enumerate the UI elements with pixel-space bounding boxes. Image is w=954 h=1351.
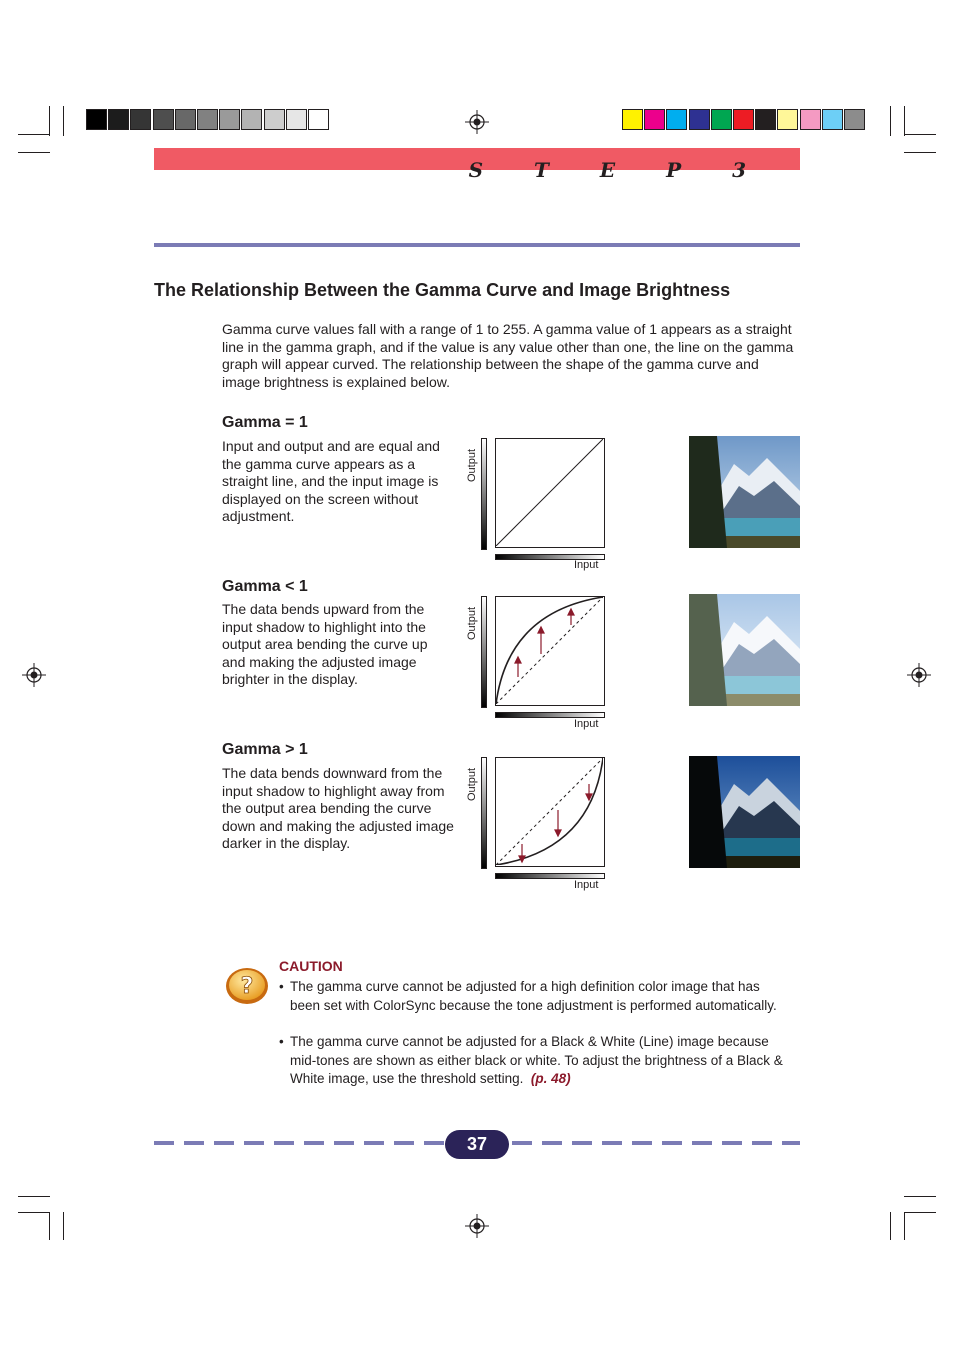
crop-mark [49, 1212, 50, 1240]
crop-mark [904, 1212, 936, 1213]
color-swatch [153, 109, 174, 130]
gamma-graph-brighter [495, 596, 605, 706]
color-swatch [108, 109, 129, 130]
crop-mark [18, 1196, 50, 1197]
step-label: S T E P 3 [468, 158, 768, 182]
output-gradient-bar [481, 438, 487, 550]
crop-mark [904, 152, 936, 153]
landscape-photo-darker [689, 756, 800, 868]
color-swatch [800, 109, 821, 130]
color-swatch [241, 109, 262, 130]
color-swatch [644, 109, 665, 130]
caution-bullet: • The gamma curve cannot be adjusted for a high definition color image that has been set with ColorSync because the tone adjustment is performed automatically. [279, 978, 789, 1015]
crop-mark [890, 106, 891, 136]
input-axis-label: Input [574, 718, 599, 730]
caution-bullet-text: The gamma curve cannot be adjusted for a Black & White (Line) image because mid-tones are shown as either black or white. To adjust the brightness of a Black & White image, use the threshold setting. [290, 1034, 783, 1086]
registration-target-icon [907, 663, 931, 687]
color-swatch [86, 109, 107, 130]
output-axis-label: Output [466, 448, 478, 482]
section-title-gamma-less: Gamma < 1 [222, 578, 308, 595]
color-swatch [308, 109, 329, 130]
crop-mark [904, 1212, 905, 1240]
color-swatch [264, 109, 285, 130]
gamma-graph-linear [495, 438, 605, 548]
color-swatch [197, 109, 218, 130]
page-title: The Relationship Between the Gamma Curve and Image Brightness [154, 280, 731, 300]
intro-paragraph: Gamma curve values fall with a range of 1 to 255. A gamma value of 1 appears as a straight line in the gamma graph, and if the value is any value other than one, the line on the gamma graph will appear curved. The relationship between the shape of the gamma curve and image brightness is explained below. [222, 321, 794, 390]
brighter-curve [496, 597, 603, 704]
section-title-gamma-greater: Gamma > 1 [222, 741, 308, 758]
gamma-graph-darker [495, 757, 605, 867]
color-swatch [286, 109, 307, 130]
input-axis-label: Input [574, 559, 599, 571]
page-number: 37 [445, 1130, 509, 1159]
output-axis-label: Output [466, 606, 478, 640]
registration-target-icon [465, 110, 489, 134]
section-title-gamma-equal: Gamma = 1 [222, 414, 308, 431]
crop-mark [63, 106, 64, 136]
crop-mark [49, 106, 50, 136]
landscape-photo-normal [689, 436, 800, 548]
footer-rule-left [154, 1141, 444, 1145]
crop-mark [904, 134, 936, 135]
crop-mark [904, 1196, 936, 1197]
crop-mark [890, 1212, 891, 1240]
header-rule [154, 243, 800, 247]
footer-rule-right [512, 1141, 800, 1145]
output-gradient-bar [481, 757, 487, 869]
color-swatch [733, 109, 754, 130]
color-swatch [622, 109, 643, 130]
crop-mark [63, 1212, 64, 1240]
crop-mark [18, 152, 50, 153]
darker-curve [496, 758, 603, 865]
section-text-gamma-greater: The data bends downward from the input shadow to highlight away from the output area bending the curve down and making the adjusted image darker in the display. [222, 765, 454, 852]
landscape-photo-brighter [689, 594, 800, 706]
color-swatch [175, 109, 196, 130]
color-swatch [755, 109, 776, 130]
linear-curve [496, 439, 603, 546]
color-swatch [777, 109, 798, 130]
color-swatch [822, 109, 843, 130]
crop-mark [904, 106, 905, 136]
page-reference-link[interactable]: (p. 48) [530, 1071, 571, 1086]
crop-mark [18, 1212, 50, 1213]
color-swatch [666, 109, 687, 130]
question-mark-icon [224, 966, 270, 1006]
color-swatch [689, 109, 710, 130]
caution-bullet-text: The gamma curve cannot be adjusted for a high definition color image that has been set with ColorSync because the tone adjustment is performed automatically. [290, 979, 777, 1013]
crop-mark [18, 134, 50, 135]
caution-title: CAUTION [279, 958, 343, 974]
output-gradient-bar [481, 596, 487, 708]
color-swatch [711, 109, 732, 130]
color-swatch [130, 109, 151, 130]
registration-target-icon [465, 1214, 489, 1238]
section-text-gamma-equal: Input and output and are equal and the gamma curve appears as a straight line, and the input image is displayed on the screen without adjustment. [222, 438, 440, 525]
color-swatch [219, 109, 240, 130]
section-text-gamma-less: The data bends upward from the input shadow to highlight into the output area bending the curve up and making the adjusted image brighter in the display. [222, 601, 428, 688]
input-axis-label: Input [574, 879, 599, 891]
registration-target-icon [22, 663, 46, 687]
output-axis-label: Output [466, 767, 478, 801]
caution-bullet: • The gamma curve cannot be adjusted for a Black & White (Line) image because mid-tones are shown as either black or white. To adjust the brightness of a Black & White image, use the threshold setting. (p. 48) [279, 1034, 783, 1086]
svg-text:?: ? [240, 974, 254, 999]
color-swatch [844, 109, 865, 130]
